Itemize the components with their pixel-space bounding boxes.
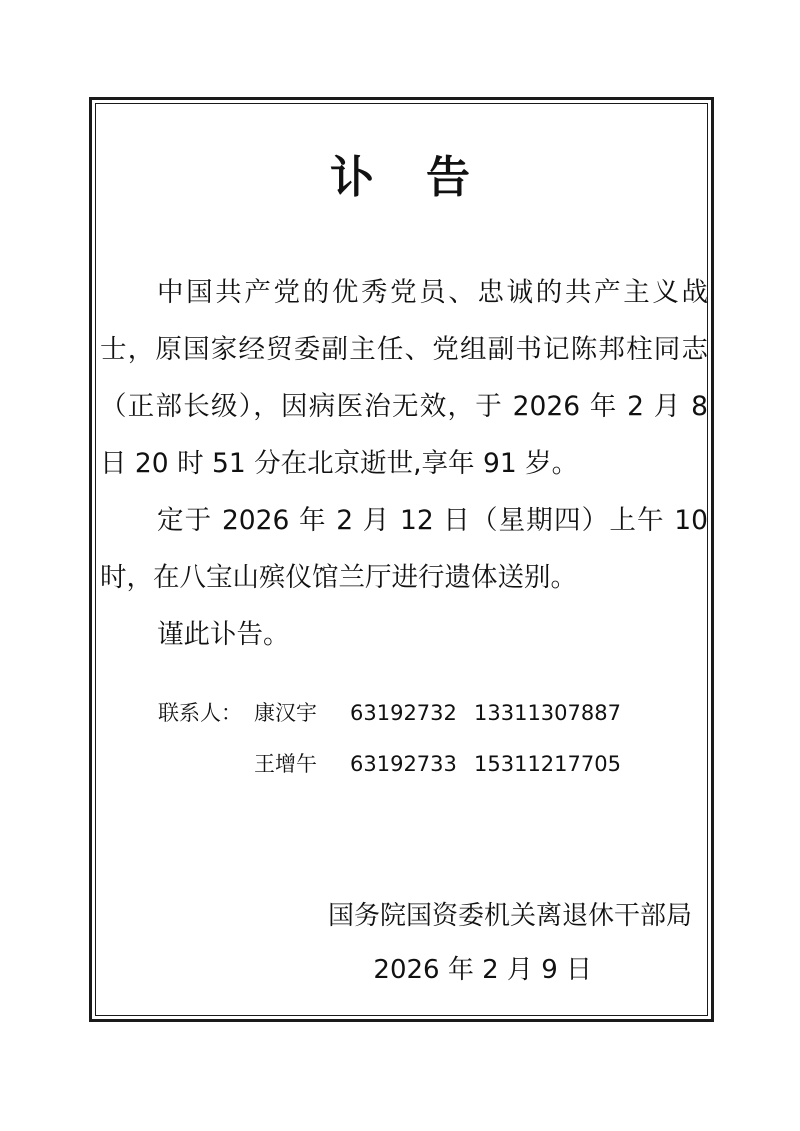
notice-title: 讣告 xyxy=(330,152,522,203)
contact-name: 王增午 xyxy=(254,752,317,776)
contact-label: 联系人： xyxy=(158,701,242,725)
contact-phone-landline: 63192732 xyxy=(350,701,457,725)
body-paragraph-announcement: 中国共产党的优秀党员、忠诚的共产主义战士，原国家经贸委副主任、党组副书记陈邦柱同志（正部长级），因病医治无效，于 2026 年 2 月 8 日 20 时 51 分在北京逝世,享年 91 岁。 xyxy=(100,277,708,479)
issue-date: 2026 年 2 月 9 日 xyxy=(373,955,592,985)
contact-phone-landline: 63192733 xyxy=(350,752,457,776)
contact-row xyxy=(158,749,621,779)
body-paragraph-closing: 谨此讣告。 xyxy=(157,619,290,650)
notice-body xyxy=(100,264,708,663)
contact-row xyxy=(158,698,621,728)
contact-name: 康汉宇 xyxy=(254,701,317,725)
body-paragraph-farewell: 定于 2026 年 2 月 12 日（星期四）上午 10 时，在八宝山殡仪馆兰厅进行遗体送别。 xyxy=(100,505,708,593)
contact-phone-mobile: 15311217705 xyxy=(474,752,621,776)
issuer-name: 国务院国资委机关离退休干部局 xyxy=(327,901,692,931)
contact-phone-mobile: 13311307887 xyxy=(474,701,621,725)
